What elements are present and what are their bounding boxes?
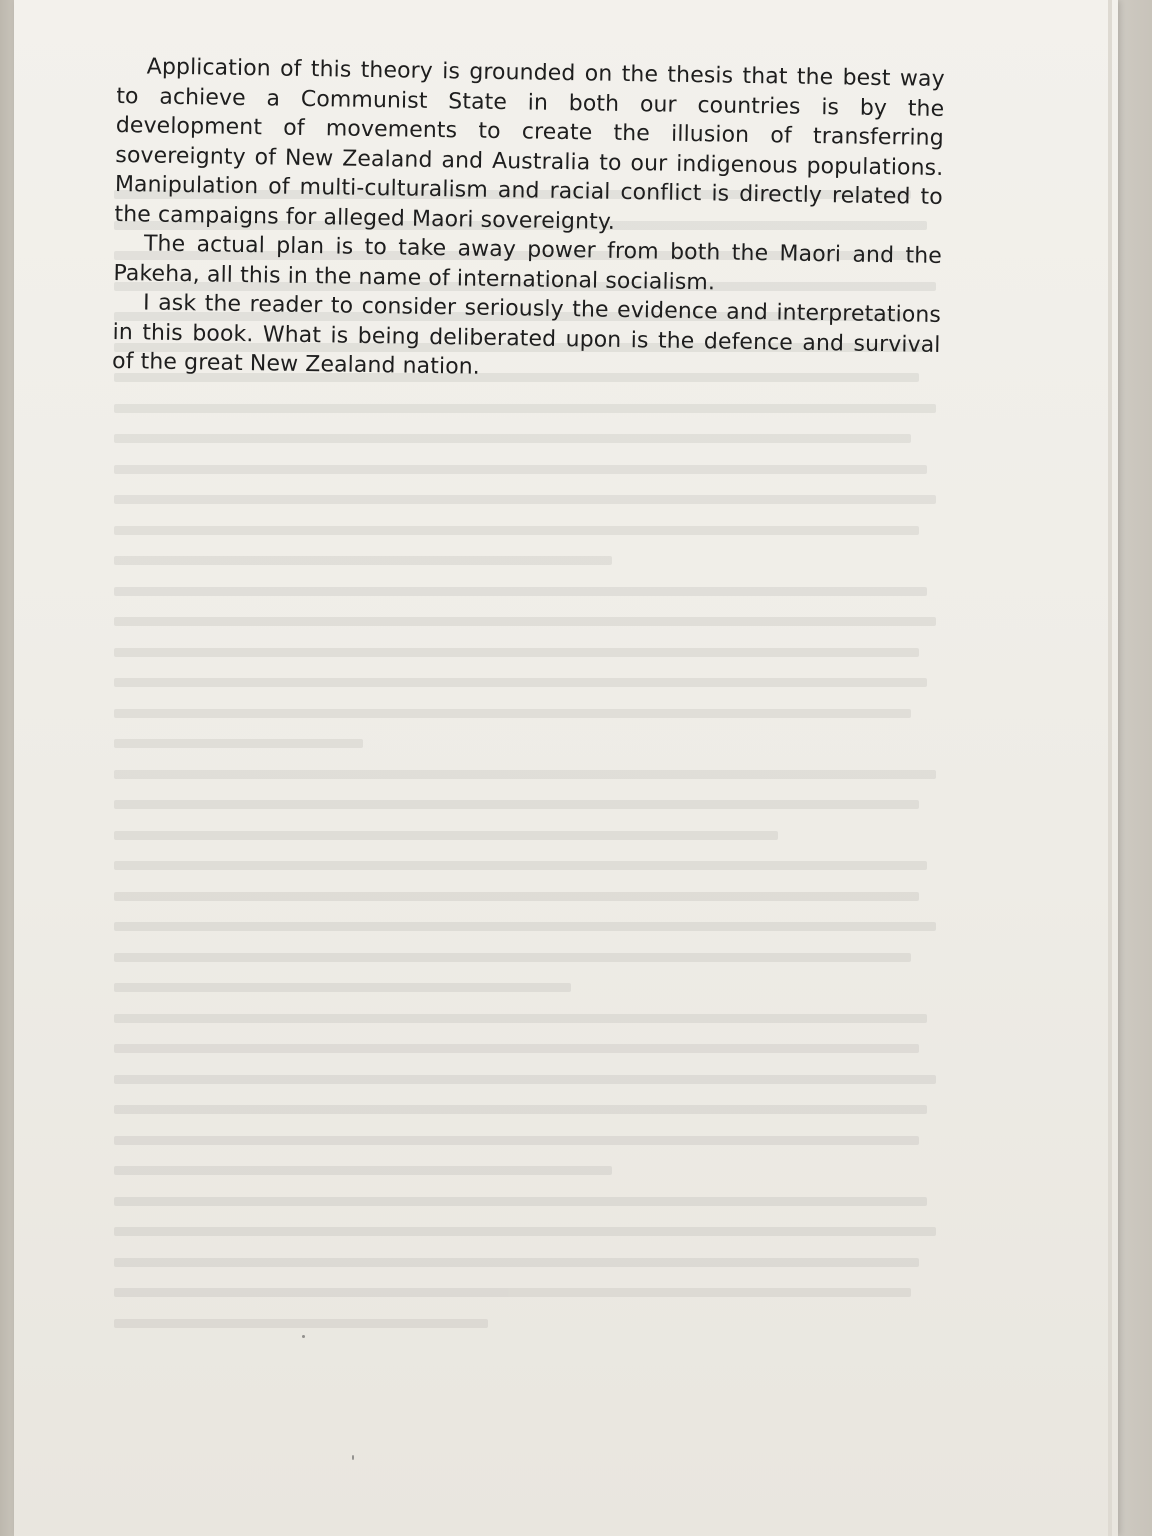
paper-speck — [352, 1455, 354, 1460]
paragraph-2: The actual plan is to take away power from both the Maori and the Pakeha, all this in the name of international socialism. — [113, 231, 943, 295]
body-text — [112, 52, 945, 389]
page-edge — [1108, 0, 1112, 1536]
book-page — [14, 0, 1118, 1536]
backdrop-right — [1112, 0, 1152, 1536]
paragraph-1: Application of this theory is grounded on the thesis that the best way to achieve a Communist State in both our countries is by the development of movements to create the illusion of transferring sovereignty of New Zealand and Australia to our indigenous populations. Manipulation of multi-culturalism and racial conflict is directly related to the campaigns for alleged Maori sovereignty. — [114, 54, 945, 235]
paper-speck — [302, 1335, 305, 1338]
paragraph-3: I ask the reader to consider seriously the evidence and interpretations in this book. What is being deliberated upon is the defence and survival of the great New Zealand nation. — [111, 290, 942, 380]
